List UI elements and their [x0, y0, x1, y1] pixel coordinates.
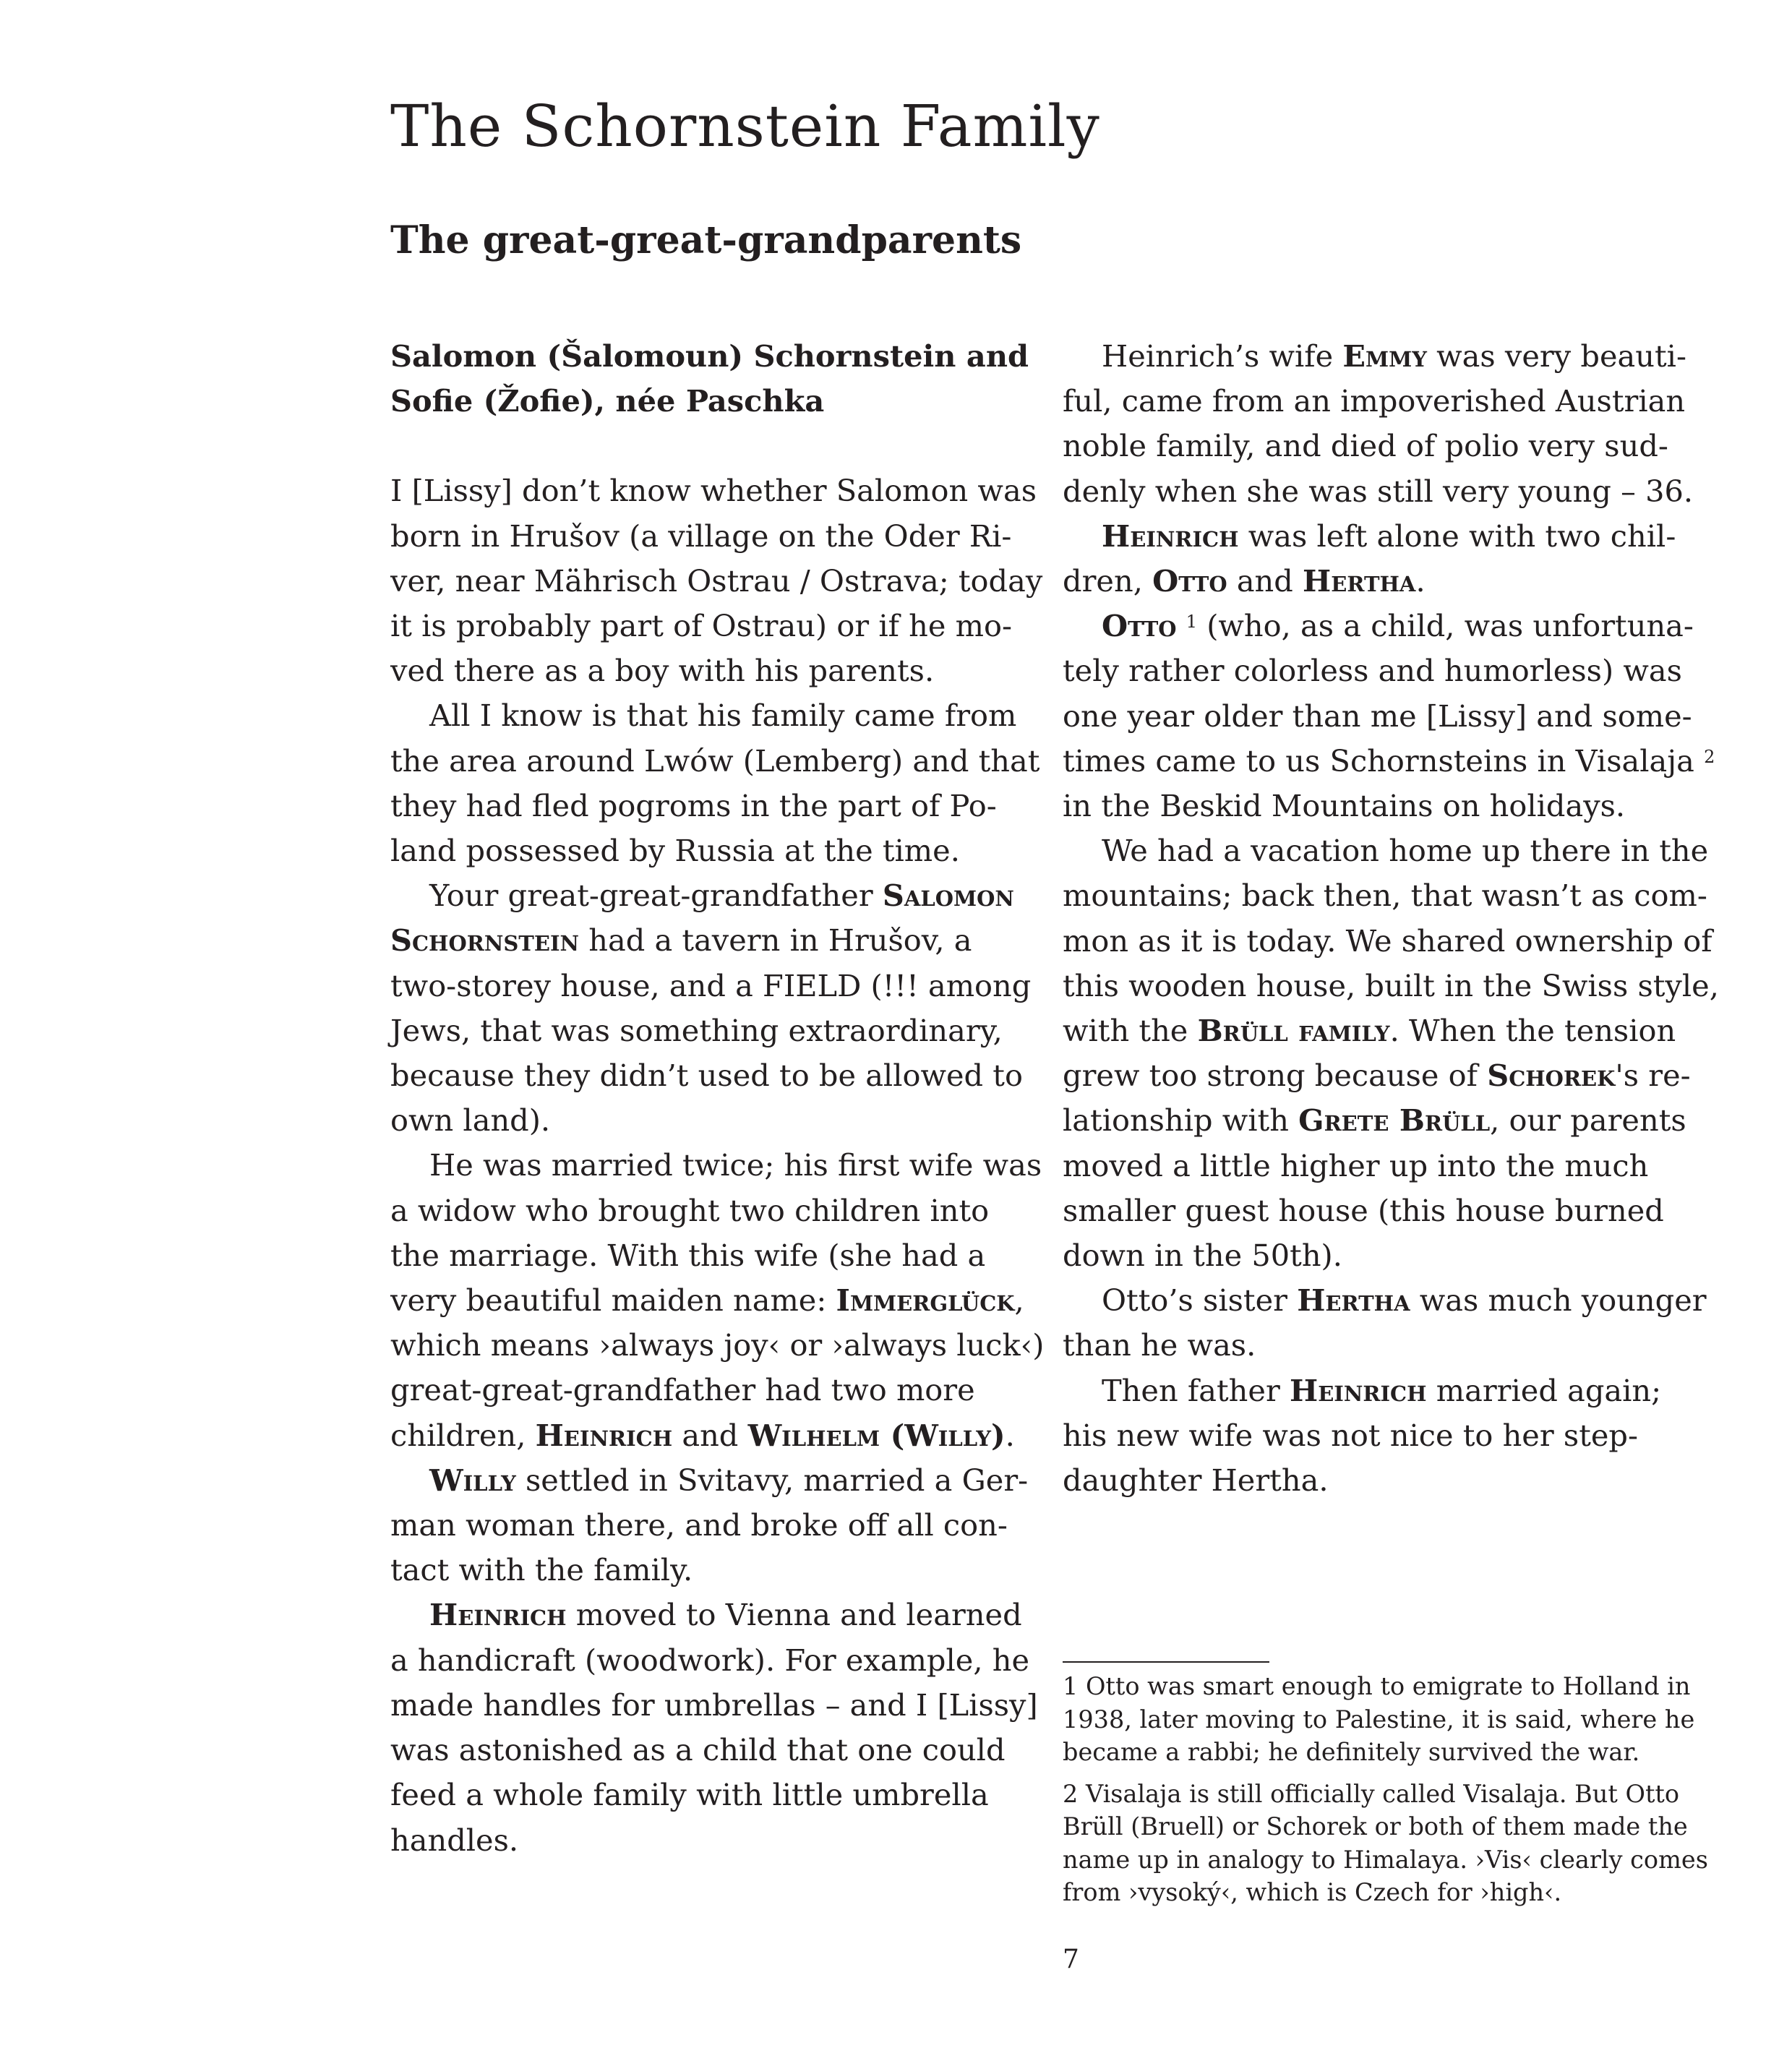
footnotes: [1063, 1670, 1713, 1918]
text-line: [390, 1458, 1084, 1503]
person-name: Heinrich: [429, 1597, 567, 1633]
text-line: two-storey house, and a FIELD (!!! among: [390, 967, 1032, 1003]
person-name: Otto: [1102, 608, 1177, 644]
text-line: ver, near Mährisch Ostrau / Ostrava; today: [390, 562, 1043, 599]
text-line: mountains; back then, that wasn’t as com-: [1063, 878, 1707, 914]
text-line: they had fled pogroms in the part of Po-: [390, 787, 997, 823]
text-line: because they didn’t used to be allowed to: [390, 1058, 1023, 1094]
paragraph: [1063, 828, 1757, 1278]
text-run: and: [672, 1417, 748, 1453]
text-run: moved to Vienna and learned: [566, 1597, 1022, 1633]
text-run: .: [1415, 563, 1426, 599]
text-line: [390, 1593, 1084, 1637]
footnote-line: Brüll (Bruell) or Schorek or both of them made the: [1063, 1812, 1688, 1841]
page-number: 7: [1063, 1945, 1079, 1974]
paragraph: [390, 873, 1084, 1143]
paragraph: [1063, 1278, 1757, 1368]
text-line: tely rather colorless and humorless) was: [1063, 653, 1682, 689]
text-line: which means ›always joy‹ or ›always luck‹): [390, 1327, 1045, 1363]
text-line: ful, came from an impoverished Austrian: [1063, 383, 1686, 419]
text-line: made handles for umbrellas – and I [Lissy]: [390, 1687, 1038, 1723]
person-name: Immerglück: [836, 1282, 1015, 1319]
text-run: children,: [390, 1417, 536, 1453]
text-line: ved there as a boy with his parents.: [390, 653, 935, 689]
text-line: [1063, 559, 1757, 604]
footnote-divider: [1063, 1661, 1269, 1663]
text-line: denly when she was still very young – 36.: [1063, 473, 1694, 509]
heading-line: Sofie (Žofie), née Paschka: [390, 383, 825, 419]
person-name: Emmy: [1342, 338, 1427, 374]
paragraph: [390, 693, 1084, 873]
text-run: , our parents: [1490, 1102, 1686, 1139]
text-run: very beautiful maiden name:: [390, 1282, 836, 1319]
text-line: [1063, 1278, 1757, 1323]
text-run: (who, as a child, was unfortuna-: [1197, 608, 1694, 644]
text-run: grew too strong because of: [1063, 1058, 1488, 1094]
person-name: Heinrich: [1289, 1372, 1427, 1408]
person-name: Schorek: [1487, 1058, 1616, 1094]
paragraph: [390, 1593, 1084, 1862]
text-line: [1063, 334, 1757, 379]
text-line: land possessed by Russia at the time.: [390, 833, 960, 869]
text-run: ,: [1014, 1282, 1024, 1319]
text-line: a handicraft (woodwork). For example, he: [390, 1642, 1030, 1678]
person-name: Schornstein: [390, 922, 580, 959]
person-name: Salomon: [882, 878, 1014, 914]
text-line: one year older than me [Lissy] and some-: [1063, 698, 1692, 734]
text-run: Then father: [1102, 1372, 1290, 1408]
text-run: dren,: [1063, 563, 1153, 599]
person-name: Wilhelm (Willy): [747, 1417, 1006, 1453]
text-line: handles.: [390, 1822, 519, 1858]
paragraph: [1063, 334, 1757, 514]
text-line: [1063, 1008, 1757, 1053]
text-line: it is probably part of Ostrau) or if he mo-: [390, 608, 1012, 644]
text-line: We had a vacation home up there in the: [1102, 833, 1709, 869]
text-run: Otto’s sister: [1102, 1282, 1298, 1319]
footnote-marker[interactable]: 1: [1186, 612, 1198, 633]
paragraph: [1063, 1368, 1757, 1504]
section-subtitle: The great-great-grandparents: [390, 218, 1022, 262]
footnote-marker[interactable]: 2: [1704, 746, 1715, 767]
text-run: was left alone with two chil-: [1238, 518, 1676, 554]
person-name: Otto: [1152, 563, 1227, 599]
text-run: . When the tension: [1389, 1013, 1676, 1049]
text-line: [1063, 1368, 1757, 1413]
text-line: [1063, 514, 1757, 559]
text-line: mon as it is today. We shared ownership of: [1063, 922, 1712, 959]
text-line: [1063, 1053, 1757, 1098]
page-title: The Schornstein Family: [390, 93, 1100, 160]
footnote: [1063, 1670, 1713, 1769]
person-name: Grete Brüll: [1298, 1102, 1491, 1139]
paragraph: [390, 1458, 1084, 1593]
footnote-line: name up in analogy to Himalaya. ›Vis‹ clearly comes: [1063, 1845, 1708, 1874]
paragraph: [1063, 604, 1757, 828]
text-line: than he was.: [1063, 1327, 1256, 1363]
footnote: [1063, 1778, 1713, 1909]
text-line: [390, 873, 1084, 918]
text-run: times came to us Schornsteins in Visalaja: [1063, 742, 1694, 779]
person-heading: [390, 334, 1084, 424]
text-line: the marriage. With this wife (she had a: [390, 1237, 986, 1273]
text-line: was astonished as a child that one could: [390, 1732, 1006, 1768]
text-run: was much younger: [1410, 1282, 1707, 1319]
person-name: Hertha: [1303, 563, 1416, 599]
text-line: feed a whole family with little umbrella: [390, 1777, 989, 1813]
text-run: lationship with: [1063, 1102, 1299, 1139]
text-line: noble family, and died of polio very sud-: [1063, 428, 1668, 464]
text-line: own land).: [390, 1102, 551, 1139]
text-line: He was married twice; his first wife was: [429, 1147, 1042, 1183]
heading-line: Salomon (Šalomoun) Schornstein and: [390, 338, 1029, 374]
person-name: Willy: [429, 1462, 516, 1498]
footnote-line: 1 Otto was smart enough to emigrate to Holland in: [1063, 1672, 1691, 1700]
footnote-line: 1938, later moving to Palestine, it is said, where he: [1063, 1705, 1695, 1734]
footnote-line: 2 Visalaja is still officially called Visalaja. But Otto: [1063, 1779, 1680, 1808]
text-line: smaller guest house (this house burned: [1063, 1192, 1664, 1228]
text-line: [1063, 604, 1757, 648]
paragraph: [390, 468, 1084, 693]
text-line: [390, 1413, 1084, 1458]
text-line: man woman there, and broke off all con-: [390, 1507, 1008, 1543]
text-line: this wooden house, built in the Swiss style,: [1063, 967, 1719, 1003]
text-line: the area around Lwów (Lemberg) and that: [390, 742, 1040, 779]
left-column: [390, 334, 1084, 1863]
text-line: down in the 50th).: [1063, 1238, 1342, 1274]
text-line: [390, 918, 1084, 963]
person-name: Hertha: [1297, 1282, 1410, 1319]
text-run: with the: [1063, 1013, 1198, 1049]
footnote-line: became a rabbi; he definitely survived the war.: [1063, 1738, 1640, 1766]
person-name: Heinrich: [535, 1417, 673, 1453]
text-line: a widow who brought two children into: [390, 1192, 990, 1228]
text-line: [390, 1278, 1084, 1323]
person-name: Brüll family: [1197, 1013, 1390, 1049]
text-line: daughter Hertha.: [1063, 1462, 1329, 1499]
text-line: in the Beskid Mountains on holidays.: [1063, 788, 1626, 824]
text-line: [1063, 1098, 1757, 1143]
text-run: had a tavern in Hrušov, a: [579, 922, 972, 959]
text-run: and: [1227, 563, 1303, 599]
text-line: Jews, that was something extraordinary,: [390, 1012, 1003, 1048]
text-run: 's re-: [1615, 1058, 1691, 1094]
text-run: settled in Svitavy, married a Ger-: [515, 1462, 1029, 1498]
text-line: great-great-grandfather had two more: [390, 1372, 975, 1408]
person-name: Heinrich: [1102, 518, 1239, 554]
paragraph: [390, 1143, 1084, 1457]
text-line: tact with the family.: [390, 1552, 693, 1588]
text-line: All I know is that his family came from: [429, 698, 1017, 734]
text-line: moved a little higher up into the much: [1063, 1147, 1649, 1183]
text-line: [1063, 739, 1757, 784]
footnote-line: from ›vysoký‹, which is Czech for ›high‹.: [1063, 1878, 1562, 1906]
text-line: I [Lissy] don’t know whether Salomon was: [390, 473, 1037, 509]
text-run: married again;: [1426, 1372, 1662, 1408]
text-line: his new wife was not nice to her step-: [1063, 1417, 1639, 1453]
text-run: Heinrich’s wife: [1102, 338, 1343, 374]
paragraph: [1063, 514, 1757, 604]
text-run: .: [1005, 1417, 1015, 1453]
right-column: [1063, 334, 1757, 1503]
text-run: Your great-great-grandfather: [429, 878, 883, 914]
text-run: was very beauti-: [1426, 338, 1686, 374]
text-line: born in Hrušov (a village on the Oder Ri-: [390, 518, 1012, 554]
